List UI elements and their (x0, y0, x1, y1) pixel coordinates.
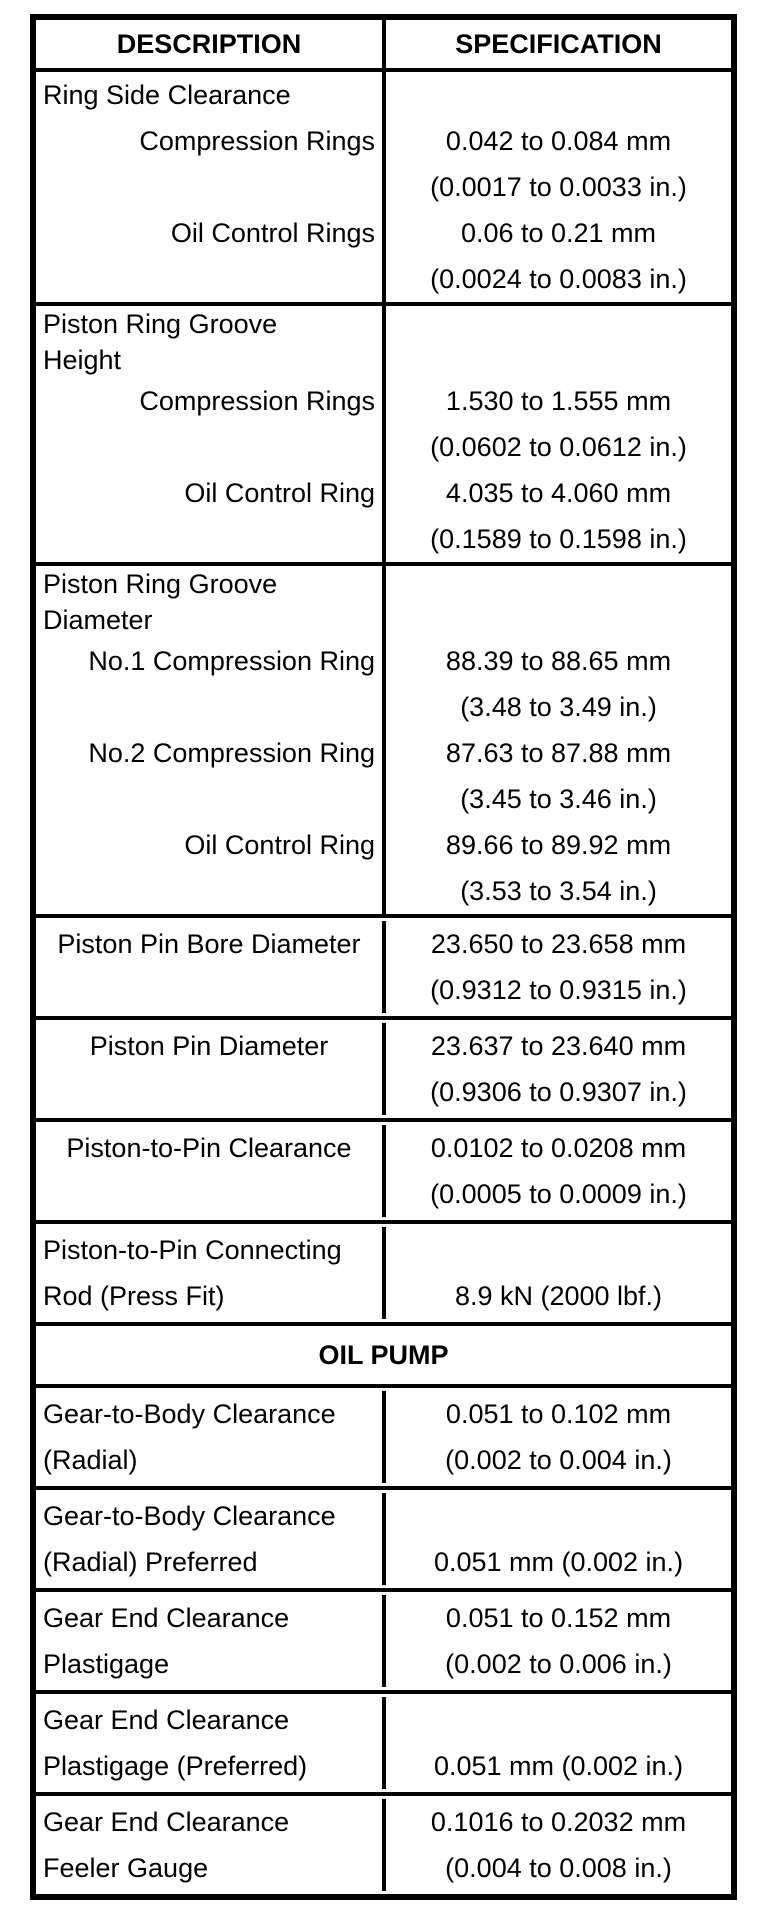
table-row-piston-pin-bore-diameter (36, 914, 731, 1016)
spec-metric-value: 1.530 to 1.555 mm (445, 386, 672, 416)
description-subitem-label: Oil Control Rings (170, 218, 375, 248)
spacer (36, 516, 382, 562)
table-row-gear-end-clearance-plastigage (36, 1588, 731, 1690)
spacer (36, 868, 382, 914)
spec-combined-value: 0.051 mm (0.002 in.) (433, 1547, 684, 1577)
spec-imperial-value: (0.004 to 0.008 in.) (445, 1853, 672, 1883)
specification-cell (386, 1227, 731, 1319)
spec-metric-value: 4.035 to 4.060 mm (445, 478, 672, 508)
specification-cell (386, 306, 731, 562)
spacer (36, 424, 382, 470)
spacer (386, 306, 731, 342)
spec-imperial-value: (0.1589 to 0.1598 in.) (430, 524, 687, 554)
spec-imperial-value: (0.0005 to 0.0009 in.) (430, 1179, 687, 1209)
spec-metric-value: 0.1016 to 0.2032 mm (430, 1807, 687, 1837)
description-label: Feeler Gauge (43, 1853, 209, 1883)
spec-metric-value: 88.39 to 88.65 mm (445, 646, 672, 676)
spacer (36, 164, 382, 210)
spacer (386, 602, 731, 638)
specification-cell (386, 566, 731, 914)
column-header-description: DESCRIPTION (36, 20, 386, 68)
description-label: (Radial) (43, 1445, 138, 1475)
spec-metric-value: 0.051 to 0.152 mm (445, 1603, 672, 1633)
table-row-ring-side-clearance (36, 68, 731, 302)
description-group-label: Diameter (43, 605, 153, 635)
description-subitem-label: No.1 Compression Ring (88, 646, 375, 676)
spacer (36, 776, 382, 822)
spec-imperial-value: (0.0602 to 0.0612 in.) (430, 432, 687, 462)
description-label: Piston-to-Pin Connecting (43, 1235, 342, 1265)
specification-cell (386, 1391, 731, 1483)
spec-combined-value: 0.051 mm (0.002 in.) (433, 1751, 684, 1781)
spec-imperial-value: (0.9306 to 0.9307 in.) (430, 1077, 687, 1107)
spacer (36, 684, 382, 730)
spec-imperial-value: (3.53 to 3.54 in.) (460, 876, 657, 906)
description-cell (36, 72, 386, 302)
description-subitem-label: Oil Control Ring (184, 478, 375, 508)
description-label: Plastigage (43, 1649, 170, 1679)
description-subitem-label: Compression Rings (139, 126, 375, 156)
spec-metric-value: 23.637 to 23.640 mm (430, 1031, 687, 1061)
description-cell (36, 1391, 386, 1483)
table-row-piston-pin-diameter (36, 1016, 731, 1118)
table-row-piston-ring-groove-diameter (36, 562, 731, 914)
spec-metric-value: 87.63 to 87.88 mm (445, 738, 672, 768)
section-header-oil-pump (36, 1322, 731, 1384)
description-cell (36, 1227, 386, 1319)
description-cell (36, 1697, 386, 1789)
description-cell (36, 566, 386, 914)
spec-imperial-value: (0.0024 to 0.0083 in.) (430, 264, 687, 294)
table-row-gear-to-body-clearance-preferred (36, 1486, 731, 1588)
description-group-label: Height (43, 345, 122, 375)
description-label: Piston Pin Diameter (89, 1031, 329, 1061)
table-row-piston-ring-groove-height (36, 302, 731, 562)
description-label: Gear End Clearance (43, 1603, 290, 1633)
spacer (386, 342, 731, 378)
description-group-label: Ring Side Clearance (43, 80, 291, 110)
description-group-label: Piston Ring Groove (43, 569, 278, 599)
spec-imperial-value: (3.45 to 3.46 in.) (460, 784, 657, 814)
description-subitem-label: Oil Control Ring (184, 830, 375, 860)
spec-imperial-value: (0.9312 to 0.9315 in.) (430, 975, 687, 1005)
spec-metric-value: 89.66 to 89.92 mm (445, 830, 672, 860)
description-label: Gear-to-Body Clearance (43, 1399, 336, 1429)
spec-metric-value: 0.06 to 0.21 mm (460, 218, 657, 248)
specification-cell (386, 1493, 731, 1585)
spec-metric-value: 0.0102 to 0.0208 mm (430, 1133, 687, 1163)
specification-cell (386, 72, 731, 302)
description-cell (36, 921, 386, 1013)
spacer (386, 1697, 731, 1743)
description-label: Gear End Clearance (43, 1705, 290, 1735)
description-group-label: Piston Ring Groove (43, 309, 278, 339)
spec-table (30, 14, 737, 1900)
description-label: Gear End Clearance (43, 1807, 290, 1837)
table-row-piston-to-pin-clearance (36, 1118, 731, 1220)
description-cell (36, 1799, 386, 1891)
spacer (36, 256, 382, 302)
description-label: Piston Pin Bore Diameter (57, 929, 361, 959)
section-title: OIL PUMP (318, 1340, 449, 1370)
spec-force-value: 8.9 kN (2000 lbf.) (454, 1281, 663, 1311)
column-header-specification: SPECIFICATION (455, 29, 662, 59)
description-cell (36, 1595, 386, 1687)
specification-cell (386, 1125, 731, 1217)
description-label: Rod (Press Fit) (43, 1281, 225, 1311)
description-cell (36, 1493, 386, 1585)
spacer (386, 1493, 731, 1539)
spec-imperial-value: (0.0017 to 0.0033 in.) (430, 172, 687, 202)
spec-metric-value: 0.042 to 0.084 mm (445, 126, 672, 156)
description-subitem-label: Compression Rings (139, 386, 375, 416)
description-cell (36, 1023, 386, 1115)
specification-cell (386, 1799, 731, 1891)
description-label: (Radial) Preferred (43, 1547, 258, 1577)
specification-cell (386, 1697, 731, 1789)
description-label: Gear-to-Body Clearance (43, 1501, 336, 1531)
table-row-piston-to-pin-connecting-rod (36, 1220, 731, 1322)
description-cell (36, 1125, 386, 1217)
specification-cell (386, 1595, 731, 1687)
spacer (386, 1227, 731, 1273)
specification-cell (386, 1023, 731, 1115)
spec-metric-value: 23.650 to 23.658 mm (430, 929, 687, 959)
spec-imperial-value: (3.48 to 3.49 in.) (460, 692, 657, 722)
specification-cell (386, 921, 731, 1013)
table-row-gear-to-body-clearance-radial (36, 1384, 731, 1486)
spec-imperial-value: (0.002 to 0.004 in.) (445, 1445, 672, 1475)
description-subitem-label: No.2 Compression Ring (88, 738, 375, 768)
spec-metric-value: 0.051 to 0.102 mm (445, 1399, 672, 1429)
table-row-gear-end-clearance-plastigage-preferred (36, 1690, 731, 1792)
spacer (386, 72, 731, 118)
spec-imperial-value: (0.002 to 0.006 in.) (445, 1649, 672, 1679)
description-cell (36, 306, 386, 562)
description-label: Piston-to-Pin Clearance (66, 1133, 352, 1163)
spacer (386, 566, 731, 602)
table-row-gear-end-clearance-feeler-gauge (36, 1792, 731, 1894)
description-label: Plastigage (Preferred) (43, 1751, 308, 1781)
table-header-row (36, 20, 731, 68)
